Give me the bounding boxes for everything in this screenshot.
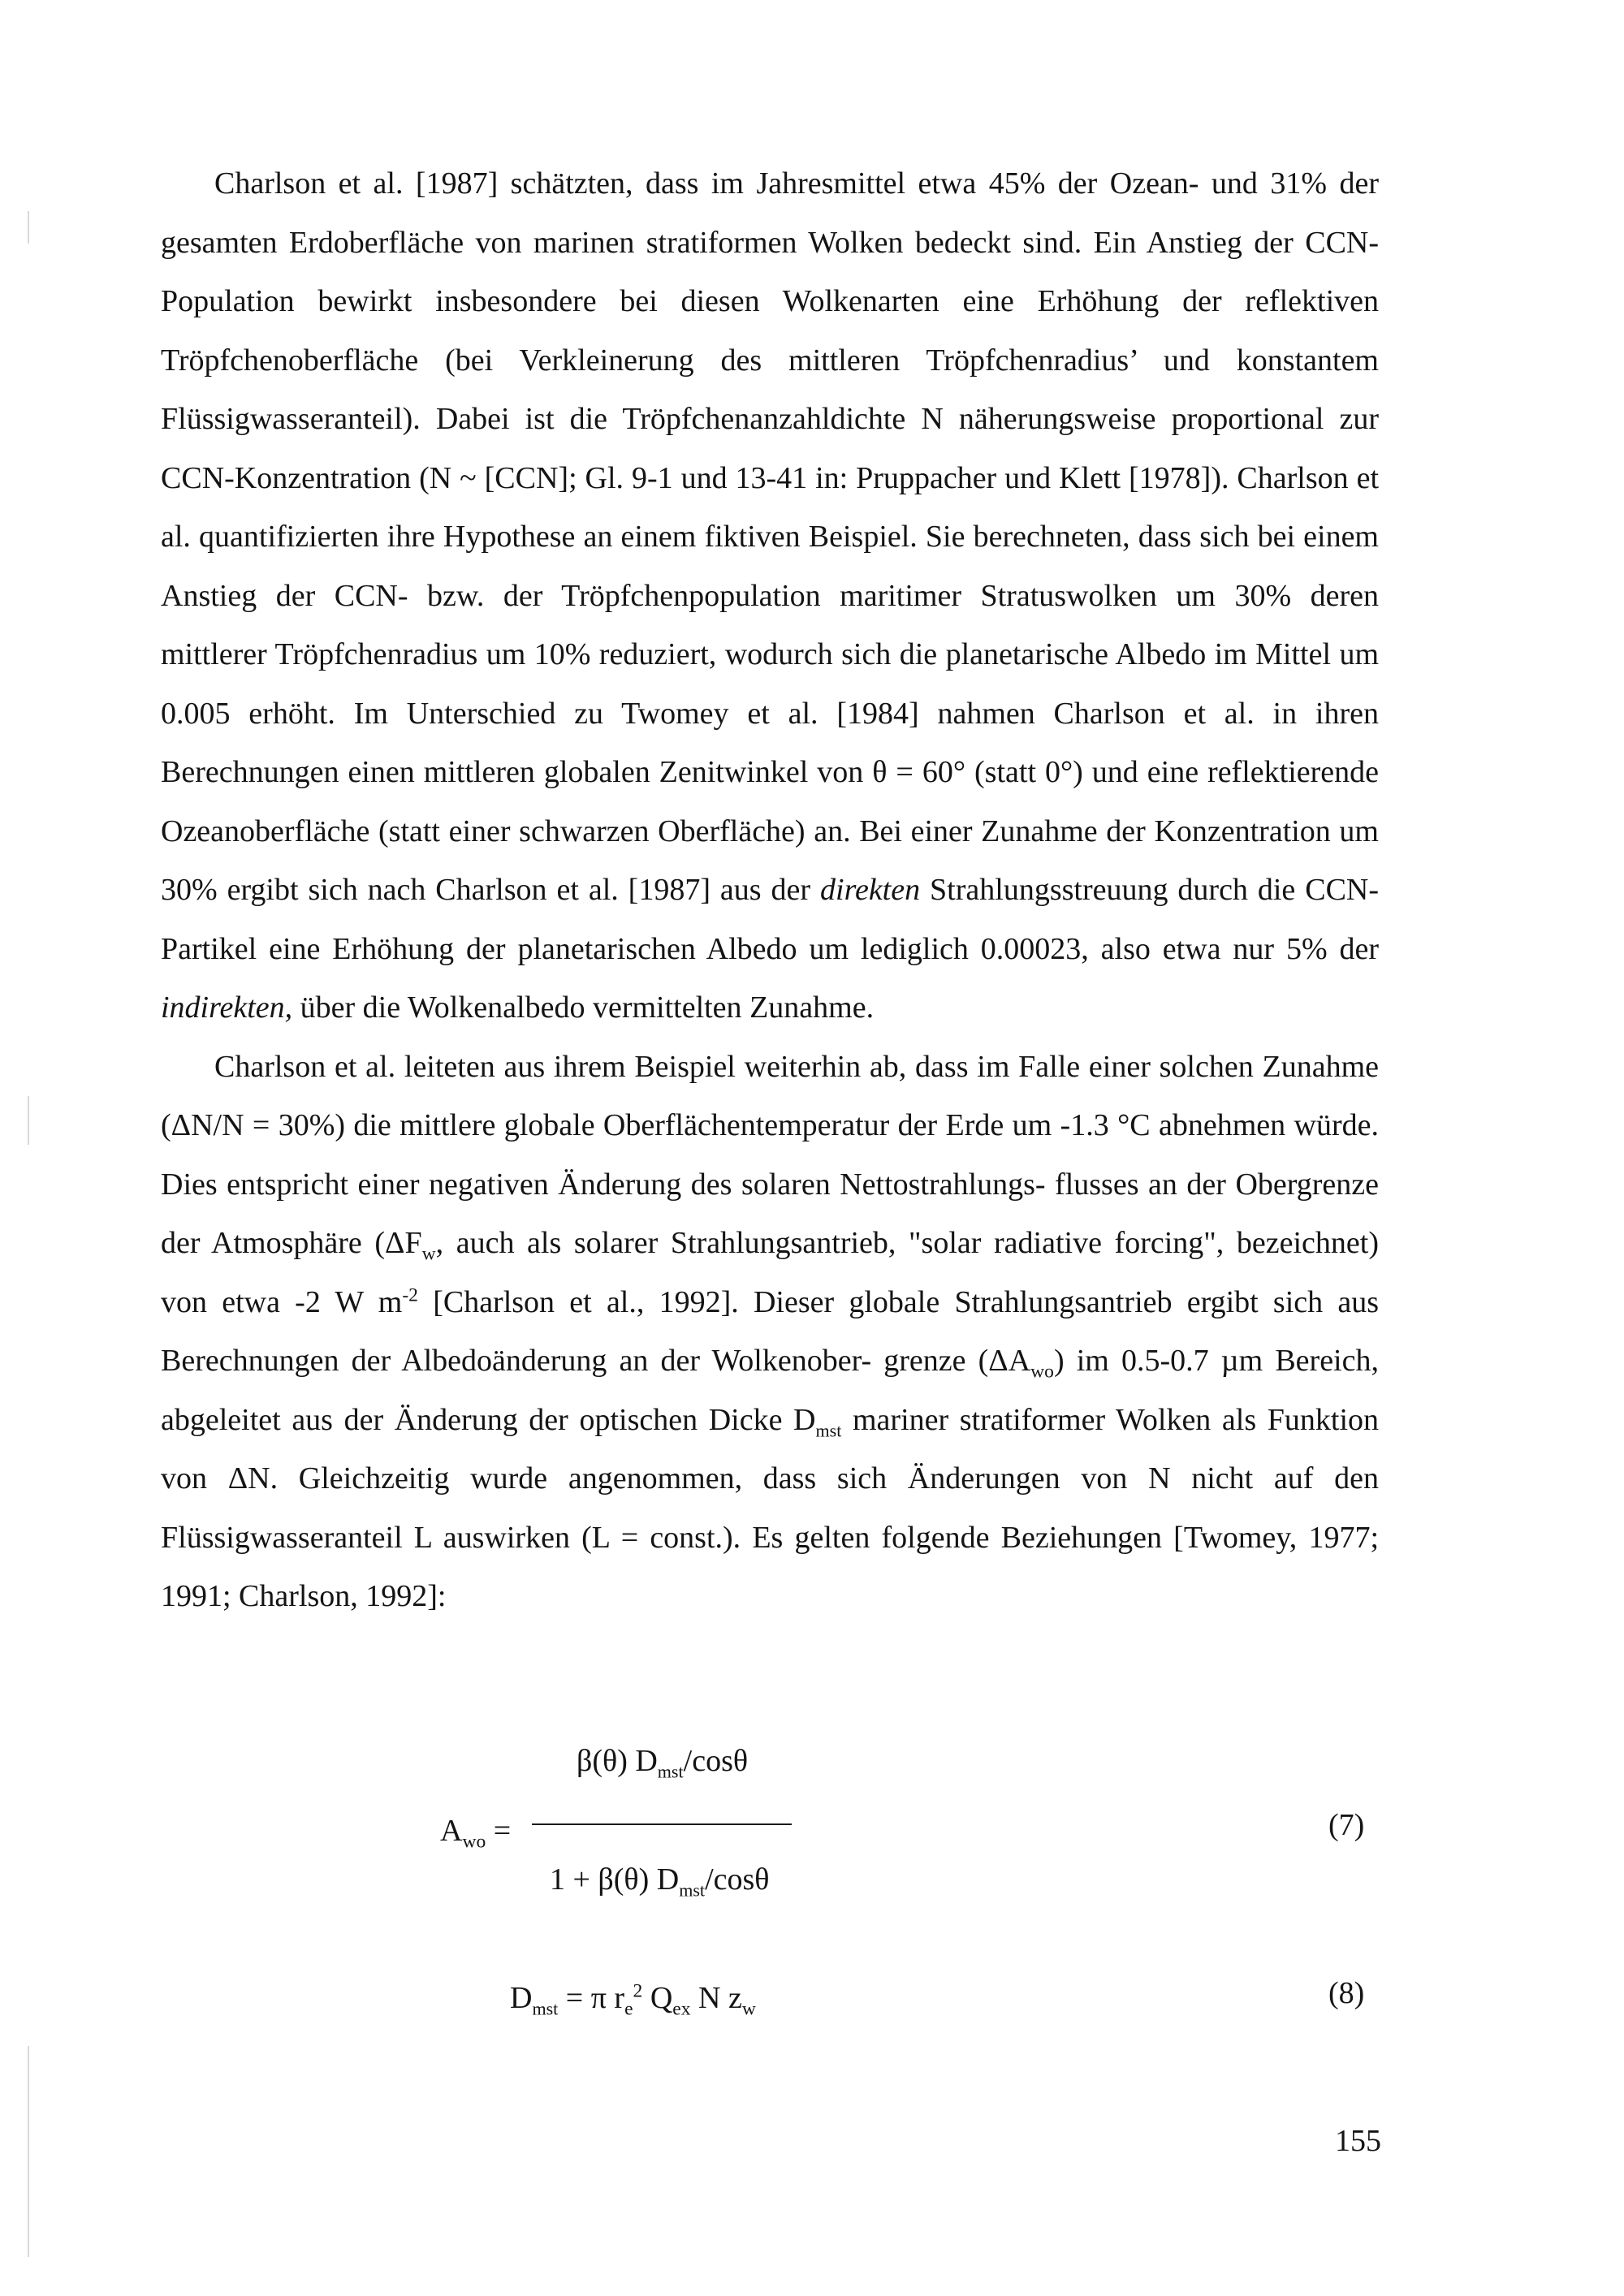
text-line: folgende Beziehungen [Twomey, 1977; 1991; Charlson, 1992]: [161,1520,1380,1613]
eq-text: Q [642,1981,673,2015]
subscript: mst [532,1998,559,2019]
eq-text: = [486,1814,512,1848]
fraction-bar [532,1823,792,1825]
text-line: dass sich bei einem Anstieg der CCN- bzw. der Tröpfchenpopulation maritimer [161,520,1379,613]
text-line: Flüssigwasseranteil). Dabei ist die Tröpfchenanzahldichte N näherungsweise proportional zur [161,402,1379,436]
equation-7-lhs [440,1814,512,1853]
text-line: ) im 0.5-0.7 µm Bereich, abgeleitet aus der Änderung der optischen Dicke D [161,1344,1379,1437]
italic-term-direkten: direkten [820,873,921,907]
eq-text: A [440,1814,463,1848]
scan-margin-mark [28,2046,29,2257]
eq-text: 1 + β(θ) D [550,1862,680,1897]
italic-term-indirekten: indirekten, [161,990,293,1025]
text-line: 60° (statt 0°) und eine reflektierende Ozeanoberfläche (statt einer schwarzen Oberfläche) an. [161,755,1380,848]
text-line: Charlson et al. [1987] schätzten, dass im Jahresmittel etwa 45% der Ozean- und 31% [214,166,1328,201]
subscript: mst [657,1761,684,1782]
eq-text: N z [690,1981,742,2015]
subscript: wo [1030,1361,1054,1383]
text-line: um lediglich 0.00023, also etwa nur 5% der [809,931,1380,966]
text-line: Tröpfchenoberfläche (bei Verkleinerung des mittleren Tröpfchenradius’ und konstantem [161,343,1379,378]
equation-7-numerator [577,1744,749,1782]
eq-text: = π r [558,1981,625,2015]
text-line: Zunahme. [749,990,875,1025]
equation-8 [510,1980,756,2020]
superscript: 2 [633,1980,643,2002]
text-line: CCN-Konzentration (N ~ [CCN]; Gl. 9-1 und 13-41 in: Pruppacher und Klett [1978]). [161,460,1229,495]
subscript: w [421,1243,436,1265]
text-line: Stratuswolken um 30% deren mittlerer Tröpfchenradius um 10% reduziert, wodurch sich die [161,578,1380,671]
text-line: sich Änderungen von N nicht auf den Flüssigwasseranteil L auswirken (L = const.). Es gelten [161,1461,1379,1555]
eq-text: /cosθ [683,1744,749,1778]
text-line: Charlson et al. leiteten aus ihrem Beispiel weiterhin ab, dass im Falle einer solchen [214,1049,1254,1084]
text-line: CCN-Population bewirkt insbesondere bei diesen Wolkenarten eine Erhöhung der reflektiven [161,225,1380,318]
text-line: abnehmen würde. Dies entspricht einer negativen Änderung des solaren Nettostrahlungs- [161,1108,1379,1202]
text-line: , auch als solarer Strahlungsantrieb, "solar [435,1226,982,1260]
subscript: wo [462,1831,486,1853]
text-line: über die Wolkenalbedo vermittelten [292,990,742,1025]
text-line: grenze (ΔA [883,1344,1031,1378]
subscript: e [624,1998,633,2020]
text-line: [Charlson et al., 1992]. Dieser globale [417,1284,940,1319]
eq-text: D [510,1981,533,2015]
text-line: Bei einer Zunahme der Konzentration um 30% ergibt sich nach Charlson et al. [1987] aus der [161,814,1379,907]
page-number: 155 [1335,2124,1381,2158]
text-line: Strahlungsstreuung durch die CCN-Partikel eine Erhöhung der planetarischen Albedo [161,873,1380,966]
text-line: nahmen Charlson et al. in ihren Berechnungen einen mittleren globalen Zenitwinkel von θ = [161,696,1379,789]
eq-text: /cosθ [705,1862,770,1897]
paragraph-1 [161,154,1379,1038]
text-line: Strahlungsantrieb ergibt sich aus Berechnungen der Albedoänderung an der Wolkenober- [161,1284,1380,1378]
text-line: planetarische Albedo im Mittel um 0.005 erhöht. Im Unterschied zu Twomey et al. [1984] [161,637,1380,731]
text-line: flusses an der Obergrenze der Atmosphäre (ΔF [161,1167,1379,1260]
eq-text: β(θ) D [577,1744,658,1778]
text-line: Charlson et al. quantifizierten ihre Hypothese an einem fiktiven Beispiel. Sie berechneten, [161,460,1379,554]
scan-margin-mark [28,1096,29,1145]
scan-margin-mark [28,211,29,244]
text-line: der gesamten Erdoberfläche von marinen stratiformen Wolken bedeckt sind. Ein Anstieg der [161,166,1379,260]
subscript: mst [815,1420,842,1441]
text-line: radiative forcing", bezeichnet) von etwa -2 W m [161,1226,1379,1319]
subscript: mst [679,1880,706,1901]
text-line: Zunahme (ΔN/N = 30%) die mittlere globale Oberflächentemperatur der Erde um -1.3 °C [161,1049,1379,1142]
equation-8-number: (8) [1328,1976,1365,2010]
subscript: ex [672,1998,691,2020]
equation-7-number: (7) [1328,1808,1365,1842]
body-text [161,154,1379,1626]
equation-7-denominator [550,1862,770,1901]
text-line: mariner stratiformer Wolken als Funktion von ΔN. Gleichzeitig wurde angenommen, dass [161,1402,1380,1495]
superscript: -2 [402,1284,418,1306]
subscript: w [741,1998,756,2020]
paragraph-2 [161,1038,1379,1626]
